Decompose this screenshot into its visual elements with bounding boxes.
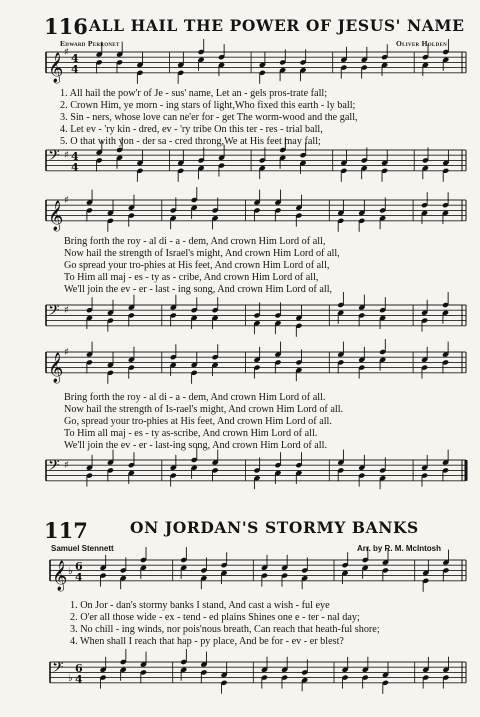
composer-credit: Oliver Holden xyxy=(395,39,447,48)
svg-text:𝄞: 𝄞 xyxy=(48,352,64,383)
lyric-line: 1. All hail the pow'r of Je - sus' name, Let an - gels pros-trate fall; xyxy=(60,88,328,99)
lyric-line: 3. Sin - ners, whose love can ne'er for - get The worm-wood and the gall, xyxy=(60,112,358,123)
lyric-line: Now hail the strength of Israel's might, And crown Him Lord of all, xyxy=(64,248,340,259)
author-credit: Edward Perronet xyxy=(60,39,120,48)
svg-text:4: 4 xyxy=(75,570,83,584)
hymn-title: ON JORDAN'S STORMY BANKS xyxy=(130,518,419,537)
svg-text:♯: ♯ xyxy=(64,150,69,161)
lyric-line: Go spread your tro-phies at His feet, And crown Him Lord of all, xyxy=(64,260,330,271)
lyric-line: We'll join the ev - er - last - ing song, And crown Him Lord of all, xyxy=(64,284,333,295)
hymn-number: 116 xyxy=(44,14,88,39)
svg-text:4: 4 xyxy=(71,150,79,163)
svg-text:♯: ♯ xyxy=(64,347,69,358)
svg-text:𝄢: 𝄢 xyxy=(48,457,60,478)
svg-text:♯: ♯ xyxy=(64,195,69,206)
music-staff-treble xyxy=(0,554,480,594)
lyric-line: 1. On Jor - dan's stormy banks I stand, And cast a wish - ful eye xyxy=(70,600,330,611)
svg-text:𝄢: 𝄢 xyxy=(52,659,64,680)
svg-text:4: 4 xyxy=(71,62,79,76)
svg-text:𝄢: 𝄢 xyxy=(48,302,60,323)
hymn-number: 117 xyxy=(44,518,88,543)
lyric-line: 3. No chill - ing winds, nor pois'nous breath, Can reach that heath-ful shore; xyxy=(70,624,380,635)
lyric-line: Bring forth the roy - al di - a - dem, And crown Him Lord of all. xyxy=(64,392,326,403)
music-staff-bass xyxy=(0,454,480,494)
lyric-line: 2. Crown Him, ye morn - ing stars of light,Who fixed this earth - ly ball; xyxy=(60,100,356,111)
svg-text:♭: ♭ xyxy=(68,673,73,684)
music-staff-bass xyxy=(0,144,480,184)
svg-text:♯: ♯ xyxy=(64,305,69,316)
svg-text:6: 6 xyxy=(75,560,83,573)
music-staff-treble xyxy=(0,194,480,234)
svg-text:4: 4 xyxy=(75,672,83,686)
lyric-line: 4. Let ev - 'ry kin - dred, ev - 'ry tribe On this ter - res - trial ball, xyxy=(60,124,323,135)
svg-text:♯: ♯ xyxy=(64,460,69,471)
svg-text:𝄞: 𝄞 xyxy=(48,52,64,83)
author-credit: Samuel Stennett xyxy=(51,544,114,553)
lyric-line: Bring forth the roy - al di - a - dem, And crown Him Lord of all, xyxy=(64,236,326,247)
svg-text:4: 4 xyxy=(71,52,79,65)
lyric-line: To Him all maj - es - ty as-scribe, And crown Him Lord of all. xyxy=(64,428,318,439)
svg-text:𝄞: 𝄞 xyxy=(48,200,64,231)
svg-text:♭: ♭ xyxy=(68,566,73,577)
music-staff-bass xyxy=(0,656,480,696)
lyric-line: 2. O'er all those wide - ex - tend - ed plains Shines one e - ter - nal day; xyxy=(70,612,360,623)
lyric-line: 4. When shall I reach that hap - py place, And be for - ev - er blest? xyxy=(70,636,344,647)
music-staff-treble xyxy=(0,46,480,86)
music-staff-treble xyxy=(0,346,480,386)
composer-credit: Arr. by R. M. McIntosh xyxy=(356,544,441,553)
lyric-line: To Him all maj - es - ty as - cribe, And crown Him Lord of all, xyxy=(64,272,319,283)
svg-text:𝄞: 𝄞 xyxy=(52,560,68,591)
lyric-line: Now hail the strength of Is-rael's might, And crown Him Lord of all. xyxy=(64,404,344,415)
lyric-line: Go, spread your tro-phies at His feet, And crown Him Lord of all. xyxy=(64,416,332,427)
svg-text:♯: ♯ xyxy=(64,47,69,58)
svg-text:𝄢: 𝄢 xyxy=(48,147,60,168)
lyric-line: We'll join the ev - er - last-ing song, And crown Him Lord of all. xyxy=(64,440,328,451)
svg-text:4: 4 xyxy=(71,160,79,174)
hymn-title: ALL HAIL THE POWER OF JESUS' NAME xyxy=(89,16,465,35)
svg-text:6: 6 xyxy=(75,662,83,675)
lyric-line: 5. O that with yon - der sa - cred throng,We at His feet may fall; xyxy=(60,136,321,147)
music-staff-bass xyxy=(0,299,480,339)
